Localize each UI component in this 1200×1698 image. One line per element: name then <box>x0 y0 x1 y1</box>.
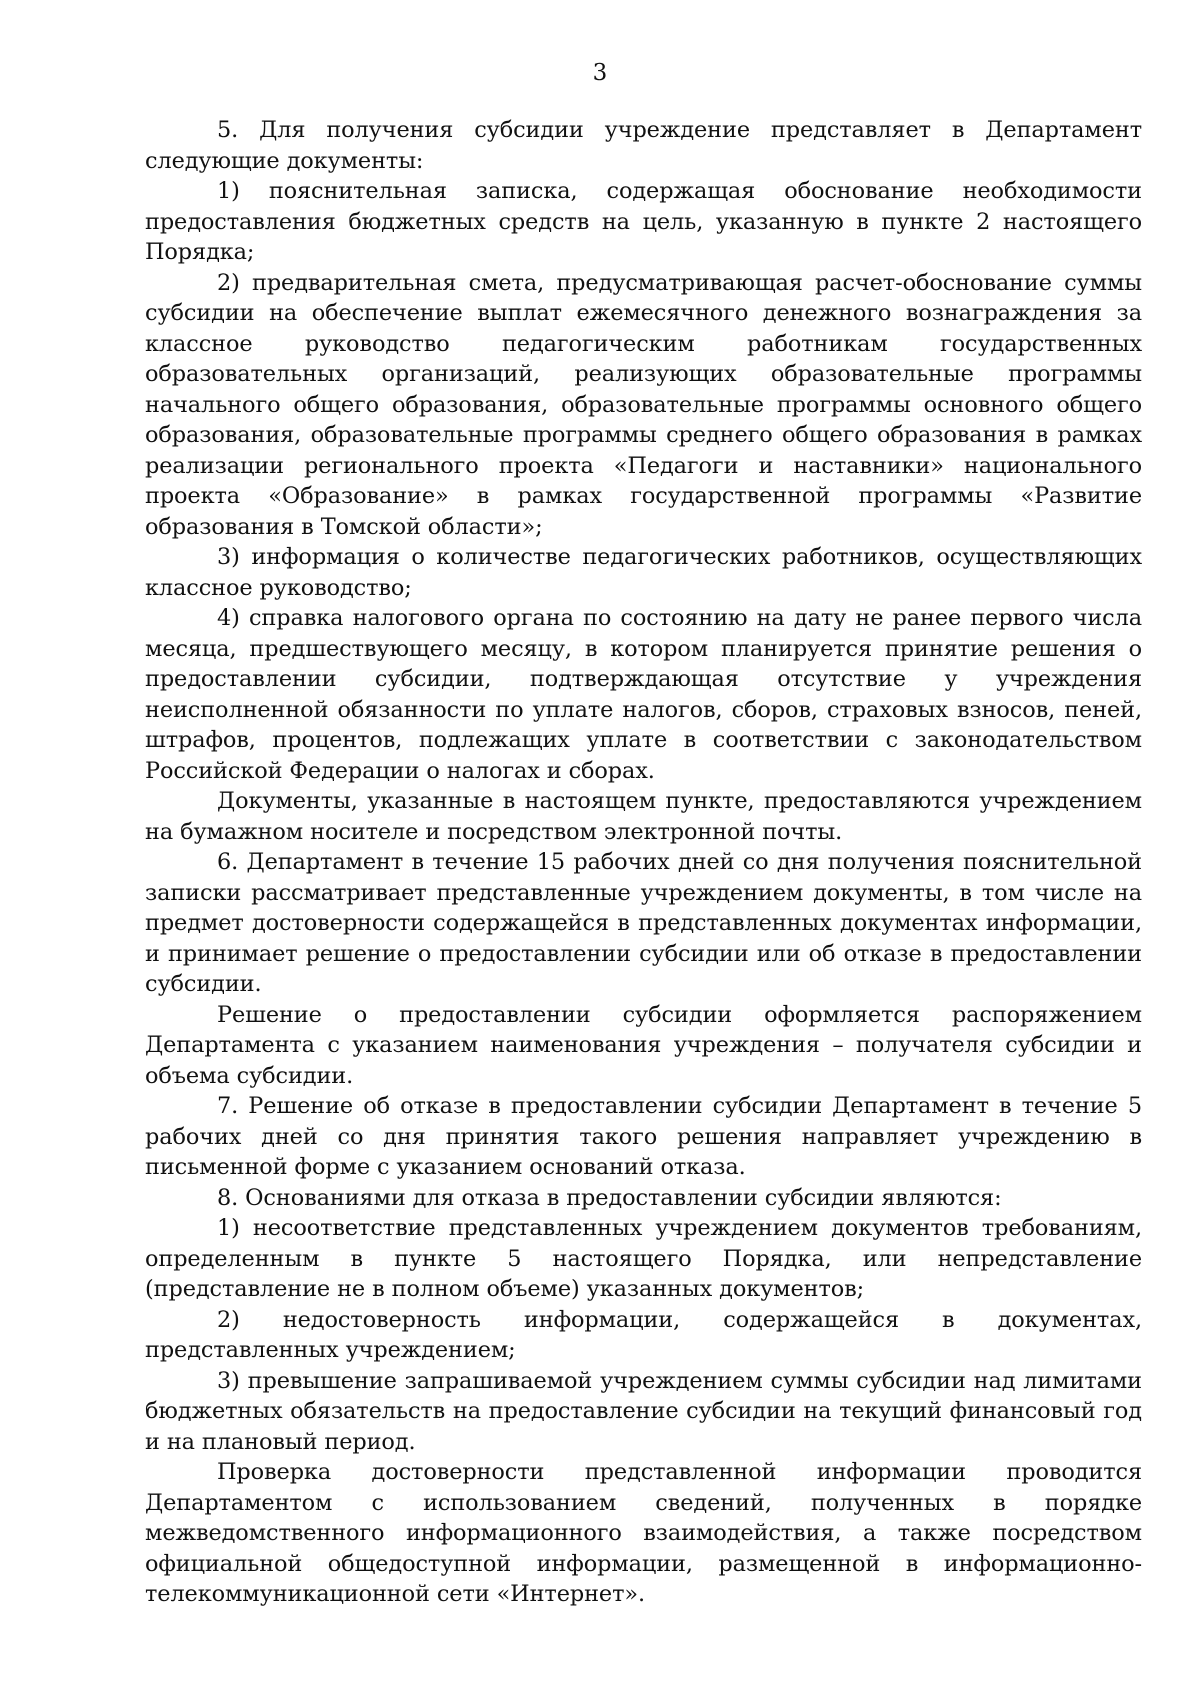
paragraph-decision-order: Решение о предоставлении субсидии оформляется распоряжением Департамента с указанием наименования учреждения – получателя субсидии и объема субсидии. <box>145 1001 1142 1089</box>
paragraph-subitem-4-tax-certificate: 4) справка налогового органа по состоянию на дату не ранее первого числа месяца, предшествующего месяцу, в котором планируется принятие решения о предоставлении субсидии, подтверждающая отсутствие у учреждения неисполненной обязанности по уплате налогов, сборов, страховых взносов, пеней, штрафов, процентов, подлежащих уплате в соответствии с законодательством Российской Федерации о налогах и сборах. <box>145 605 1142 784</box>
page-number: 3 <box>592 60 608 86</box>
paragraph-ground-1-nonconformity: 1) несоответствие представленных учреждением документов требованиям, определенным в пункте 5 настоящего Порядка, или непредставление (представление не в полном объеме) указанных документов; <box>145 1215 1142 1302</box>
paragraph-ground-3-limit-excess: 3) превышение запрашиваемой учреждением суммы субсидии над лимитами бюджетных обязательств на предоставление субсидии на текущий финансовый год и на плановый период. <box>145 1367 1142 1455</box>
paragraph-subitem-3-staff-information: 3) информация о количестве педагогических работников, осуществляющих классное руководство; <box>145 544 1142 601</box>
paragraph-subitem-2-preliminary-estimate: 2) предварительная смета, предусматривающая расчет-обоснование суммы субсидии на обеспечение выплат ежемесячного денежного вознаграждения за классное руководство педагогическим работникам государственных образовательных организаций, реализующих образовательные программы начального общего образования, образовательные программы основного общего образования, образовательные программы среднего общего образования в рамках реализации регионального проекта «Педагоги и наставники» национального проекта «Образование» в рамках государственной программы «Развитие образования в Томской области»; <box>145 269 1142 540</box>
paragraph-ground-2-inaccuracy: 2) недостоверность информации, содержащейся в документах, представленных учреждением; <box>145 1306 1142 1363</box>
paragraph-verification: Проверка достоверности представленной информации проводится Департаментом с использованием сведений, полученных в порядке межведомственного информационного взаимодействия, а также посредством официальной общедоступной информации, размещенной в информационно-телекоммуникационной сети «Интернет». <box>145 1459 1142 1607</box>
paragraph-item-6-review: 6. Департамент в течение 15 рабочих дней со дня получения пояснительной записки рассматривает представленные учреждением документы, в том числе на предмет достоверности содержащейся в представленных документах информации, и принимает решение о предоставлении субсидии или об отказе в предоставлении субсидии. <box>145 849 1142 997</box>
document-body <box>145 115 1142 1610</box>
paragraph-item-5-intro: 5. Для получения субсидии учреждение представляет в Департамент следующие документы: <box>145 117 1142 174</box>
paragraph-item-8-refusal-grounds: 8. Основаниями для отказа в предоставлении субсидии являются: <box>217 1184 1002 1211</box>
paragraph-documents-submission: Документы, указанные в настоящем пункте, предоставляются учреждением на бумажном носителе и посредством электронной почты. <box>145 788 1142 845</box>
paragraph-item-7-refusal-notice: 7. Решение об отказе в предоставлении субсидии Департамент в течение 5 рабочих дней со дня принятия такого решения направляет учреждению в письменной форме с указанием оснований отказа. <box>145 1093 1142 1180</box>
paragraph-subitem-1-explanatory-note: 1) пояснительная записка, содержащая обоснование необходимости предоставления бюджетных средств на цель, указанную в пункте 2 настоящего Порядка; <box>145 178 1142 265</box>
